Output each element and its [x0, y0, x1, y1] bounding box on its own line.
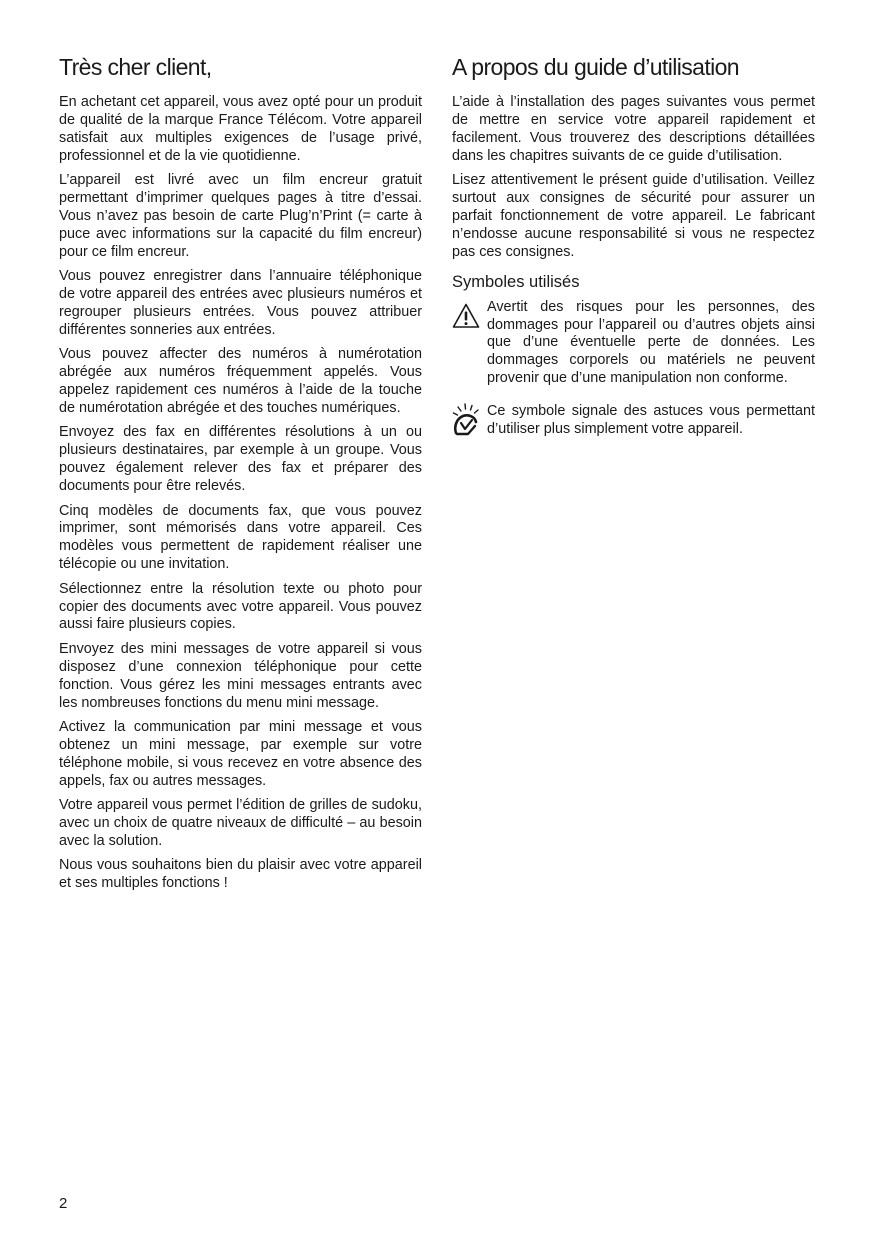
guide-intro-paragraph: L’aide à l’installation des pages suivantes vous permet de mettre en service votre appareil rapidement et facilement. Vous trouverez des descriptions détaillées dans les chapitres suivants de ce guide d’utilisation.: [452, 94, 815, 164]
guide-safety-paragraph: Lisez attentivement le présent guide d’utilisation. Veillez surtout aux consignes de sécurité pour assurer un parfait fonctionnement de votre appareil. Le fabricant n’endosse aucune responsabilité si vous ne respectez pas ces consignes.: [452, 172, 815, 260]
fax-templates-paragraph: Cinq modèles de documents fax, que vous pouvez imprimer, sont mémorisés dans votre appareil. Ces modèles vous permettent de rapidement réaliser une télécopie ou une invitation.: [59, 502, 422, 573]
left-column: [59, 52, 422, 900]
symbol-tip-text: Ce symbole signale des astuces vous permettant d’utiliser plus simplement votre appareil.: [487, 402, 815, 437]
guide-title: A propos du guide d’utilisation: [452, 54, 740, 80]
symbols-heading: Symboles utilisés: [452, 272, 580, 291]
page-number: 2: [59, 1195, 68, 1212]
greeting-title: Très cher client,: [59, 54, 212, 80]
intro-paragraph: En achetant cet appareil, vous avez opté pour un produit de qualité de la marque France Télécom. Votre appareil satisfait aux multiples exigences de l’usage privé, professionnel et de la vie quotidienne.: [59, 94, 422, 164]
closing-paragraph: Nous vous souhaitons bien du plaisir avec votre appareil et ses multiples fonctions !: [59, 857, 422, 892]
ink-film-paragraph: L’appareil est livré avec un film encreur gratuit permettant d’imprimer quelques pages à titre d’essai. Vous n’avez pas besoin de carte Plug’n’Print (= carte à puce avec informations sur la capacité du film encreur) pour ce film encreur.: [59, 172, 422, 260]
right-column: [452, 52, 815, 453]
symbol-warning-text: Avertit des risques pour les personnes, des dommages pour l’appareil ou d’autres objets ainsi que d’une éventuelle perte de données. Les dommages corporels ou matériels ne peuvent provenir que d’une manipulation non conforme.: [487, 298, 815, 387]
speed-dial-paragraph: Vous pouvez affecter des numéros à numérotation abrégée aux numéros fréquemment appelés. Vous appelez rapidement ces numéros à l’aide de la touche de numérotation abrégée et des touches numériques.: [59, 346, 422, 416]
sms-paragraph: Envoyez des mini messages de votre appareil si vous disposez d’une connexion téléphonique pour cette fonction. Vous gérez les mini messages entrants avec les nombreuses fonctions du menu mini message.: [59, 640, 422, 711]
copy-paragraph: Sélectionnez entre la résolution texte ou photo pour copier des documents avec votre appareil. Vous pouvez aussi faire plusieurs copies.: [59, 580, 422, 633]
symbol-warning-row: [452, 299, 815, 395]
sudoku-paragraph: Votre appareil vous permet l’édition de grilles de sudoku, avec un choix de quatre niveaux de difficulté – au besoin avec la solution.: [59, 797, 422, 849]
sms-notification-paragraph: Activez la communication par mini message et vous obtenez un mini message, par exemple sur votre téléphone mobile, si vous recevez en votre absence des appels, fax ou autres messages.: [59, 719, 422, 789]
fax-paragraph: Envoyez des fax en différentes résolutions à un ou plusieurs destinataires, par exemple à un groupe. Vous pouvez également relever des fax et préparer des documents pour être relevés.: [59, 424, 422, 495]
phonebook-paragraph: Vous pouvez enregistrer dans l’annuaire téléphonique de votre appareil des entrées avec plusieurs numéros et regrouper plusieurs entrées. Vous pouvez attribuer différentes sonneries aux entrées.: [59, 268, 422, 338]
symbol-tip-row: [452, 403, 815, 445]
